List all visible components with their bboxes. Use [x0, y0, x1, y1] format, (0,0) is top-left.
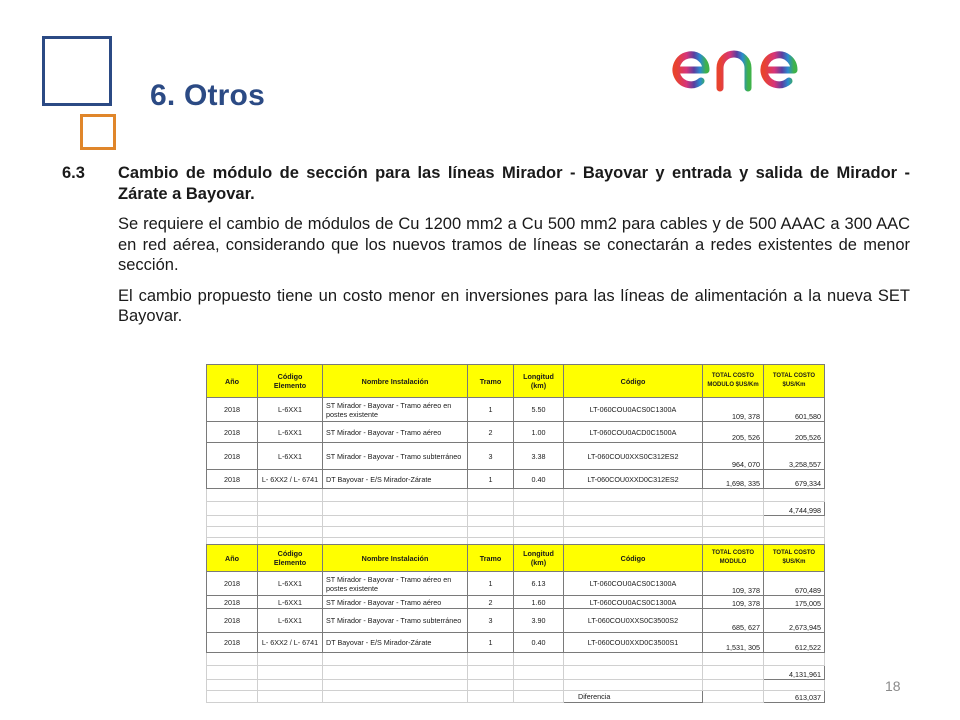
cell-modulo: 109, 378	[703, 596, 764, 609]
page-number: 18	[885, 678, 901, 694]
header-total-costo: TOTAL COSTO $US/Km	[764, 365, 825, 398]
header-total-costo: TOTAL COSTO $US/Km	[764, 545, 825, 572]
cell-tramo: 1	[468, 572, 514, 596]
cell-elemento: L-6XX1	[258, 443, 323, 470]
header-longitud: Longitud (km)	[514, 365, 564, 398]
cell-tramo: 1	[468, 398, 514, 422]
cell-nombre: ST Mirador - Bayovar - Tramo aéreo	[323, 422, 468, 443]
cell-modulo: 109, 378	[703, 398, 764, 422]
cell-nombre: ST Mirador - Bayovar - Tramo subterráneo	[323, 443, 468, 470]
cell-nombre: ST Mirador - Bayovar - Tramo aéreo	[323, 596, 468, 609]
diff-value: 613,037	[764, 691, 825, 703]
table-row	[207, 572, 825, 596]
cell-total: 670,489	[764, 572, 825, 596]
table-empty-row	[207, 527, 825, 538]
table-row	[207, 596, 825, 609]
table-sum-row	[207, 502, 825, 516]
cell-total: 175,005	[764, 596, 825, 609]
cell-modulo: 685, 627	[703, 609, 764, 633]
table-row	[207, 422, 825, 443]
table-sum-row	[207, 666, 825, 680]
cell-anio: 2018	[207, 596, 258, 609]
cell-longitud: 3.38	[514, 443, 564, 470]
cell-modulo: 964, 070	[703, 443, 764, 470]
enel-logo	[668, 30, 828, 94]
header-tramo: Tramo	[468, 545, 514, 572]
header-anio: Año	[207, 365, 258, 398]
cell-nombre: DT Bayovar - E/S Mirador-Zárate	[323, 633, 468, 653]
cell-elemento: L-6XX1	[258, 398, 323, 422]
cell-tramo: 2	[468, 596, 514, 609]
sum-total: 4,131,961	[764, 666, 825, 680]
header-codigo: Código	[564, 365, 703, 398]
table-header-row	[207, 365, 825, 398]
cell-elemento: L- 6XX2 / L- 6741	[258, 633, 323, 653]
cell-nombre: DT Bayovar - E/S Mirador-Zárate	[323, 470, 468, 489]
table-row	[207, 398, 825, 422]
header-tramo: Tramo	[468, 365, 514, 398]
cell-modulo: 1,531, 305	[703, 633, 764, 653]
cell-anio: 2018	[207, 609, 258, 633]
cell-tramo: 1	[468, 633, 514, 653]
cell-total: 205,526	[764, 422, 825, 443]
cell-longitud: 1.00	[514, 422, 564, 443]
cost-table-original	[206, 364, 824, 549]
page-title: 6. Otros	[150, 79, 265, 112]
cell-anio: 2018	[207, 633, 258, 653]
section-6-3	[62, 163, 910, 327]
cell-longitud: 6.13	[514, 572, 564, 596]
diff-label: Diferencia	[564, 691, 703, 703]
header-longitud: Longitud (km)	[514, 545, 564, 572]
cost-table-proposed	[206, 544, 824, 703]
header-total-modulo: TOTAL COSTO MODULO $US/Km	[703, 365, 764, 398]
cell-anio: 2018	[207, 422, 258, 443]
decorative-blue-square	[42, 36, 112, 106]
cell-codigo: LT-060COU0XXD0C312ES2	[564, 470, 703, 489]
cell-codigo: LT-060COU0ACS0C1300A	[564, 572, 703, 596]
section-title: Cambio de módulo de sección para las líneas Mirador - Bayovar y entrada y salida de Mirador - Zárate a Bayovar.	[118, 164, 910, 203]
cell-total: 601,580	[764, 398, 825, 422]
cell-total: 2,673,945	[764, 609, 825, 633]
cell-elemento: L-6XX1	[258, 596, 323, 609]
table-empty-row	[207, 516, 825, 527]
cell-longitud: 1.60	[514, 596, 564, 609]
cell-modulo: 1,698, 335	[703, 470, 764, 489]
cell-nombre: ST Mirador - Bayovar - Tramo subterráneo	[323, 609, 468, 633]
table-diff-row	[207, 691, 825, 703]
cell-longitud: 5.50	[514, 398, 564, 422]
cell-modulo: 205, 526	[703, 422, 764, 443]
cell-total: 612,522	[764, 633, 825, 653]
paragraph-2: El cambio propuesto tiene un costo menor en inversiones para las líneas de alimentación a la nueva SET Bayovar.	[118, 286, 910, 325]
table-empty-row	[207, 653, 825, 666]
table-row	[207, 609, 825, 633]
cell-total: 3,258,557	[764, 443, 825, 470]
cell-longitud: 0.40	[514, 633, 564, 653]
cell-total: 679,334	[764, 470, 825, 489]
cell-longitud: 3.90	[514, 609, 564, 633]
cell-codigo: LT-060COU0XXS0C3500S2	[564, 609, 703, 633]
cell-elemento: L-6XX1	[258, 609, 323, 633]
cell-tramo: 2	[468, 422, 514, 443]
table-row	[207, 443, 825, 470]
table-row	[207, 470, 825, 489]
header-codigo-elemento: Código Elemento	[258, 365, 323, 398]
cell-anio: 2018	[207, 572, 258, 596]
cell-anio: 2018	[207, 398, 258, 422]
paragraph-1: Se requiere el cambio de módulos de Cu 1200 mm2 a Cu 500 mm2 para cables y de 500 AAAC a 300 AAC en red aérea, considerando que los nuevos tramos de líneas se conectarán a redes existentes de menor sección.	[118, 215, 910, 274]
cell-nombre: ST Mirador - Bayovar - Tramo aéreo en postes existente	[323, 572, 468, 596]
cell-elemento: L-6XX1	[258, 572, 323, 596]
cell-codigo: LT-060COU0ACD0C1500A	[564, 422, 703, 443]
cell-nombre: ST Mirador - Bayovar - Tramo aéreo en postes existente	[323, 398, 468, 422]
cell-tramo: 1	[468, 470, 514, 489]
table-header-row	[207, 545, 825, 572]
cell-elemento: L-6XX1	[258, 422, 323, 443]
header-codigo-elemento: Código Elemento	[258, 545, 323, 572]
cell-tramo: 3	[468, 609, 514, 633]
cell-codigo: LT-060COU0ACS0C1300A	[564, 596, 703, 609]
sum-total: 4,744,998	[764, 502, 825, 516]
header-nombre: Nombre Instalación	[323, 545, 468, 572]
cell-codigo: LT-060COU0XXD0C3500S1	[564, 633, 703, 653]
section-number: 6.3	[62, 164, 85, 182]
cell-codigo: LT-060COU0XXS0C312ES2	[564, 443, 703, 470]
header-total-modulo: TOTAL COSTO MODULO	[703, 545, 764, 572]
decorative-orange-square	[80, 114, 116, 150]
cell-longitud: 0.40	[514, 470, 564, 489]
cell-tramo: 3	[468, 443, 514, 470]
cell-anio: 2018	[207, 443, 258, 470]
header-nombre: Nombre Instalación	[323, 365, 468, 398]
cell-modulo: 109, 378	[703, 572, 764, 596]
header-codigo: Código	[564, 545, 703, 572]
table-row	[207, 633, 825, 653]
cell-codigo: LT-060COU0ACS0C1300A	[564, 398, 703, 422]
table-empty-row	[207, 680, 825, 691]
cell-anio: 2018	[207, 470, 258, 489]
cell-elemento: L- 6XX2 / L- 6741	[258, 470, 323, 489]
table-empty-row	[207, 489, 825, 502]
header-anio: Año	[207, 545, 258, 572]
